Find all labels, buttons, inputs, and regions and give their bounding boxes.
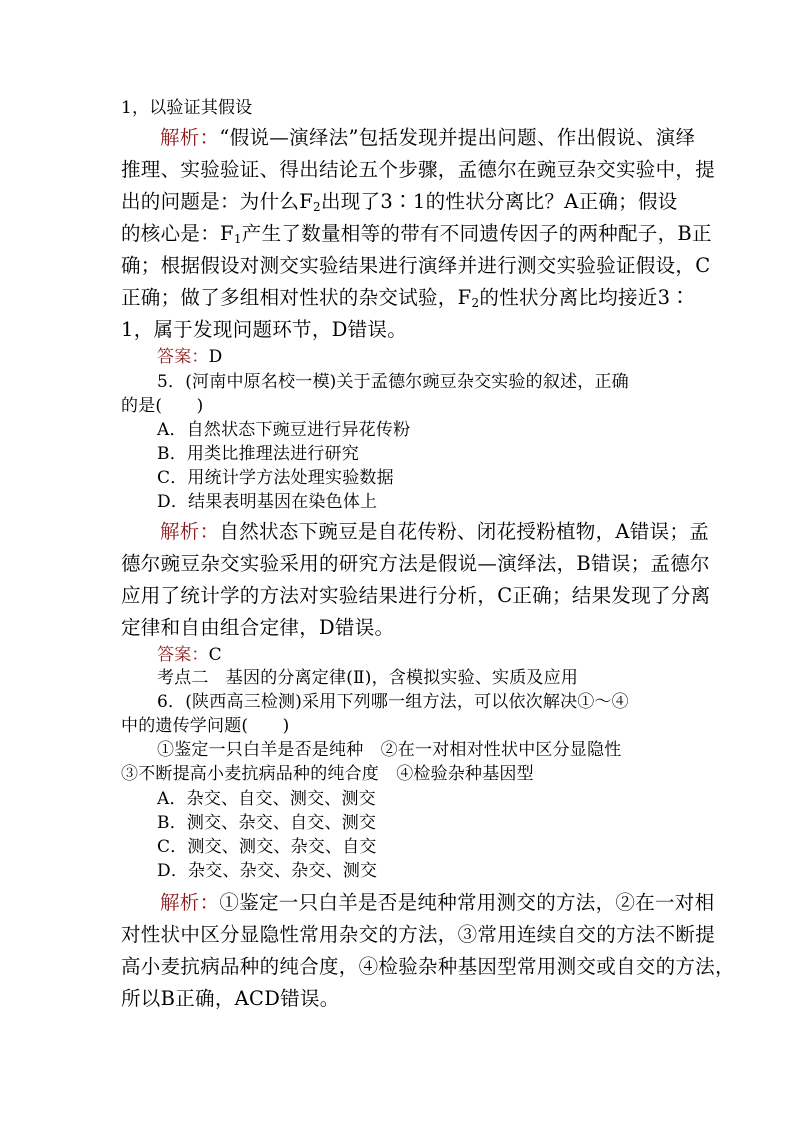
question-stem: 5．(河南中原名校一模)关于孟德尔豌豆杂交实验的叙述，正确 xyxy=(157,372,629,392)
analysis-line: 所以B正确，ACD错误。 xyxy=(121,987,340,1010)
answer-label: 答案： xyxy=(157,347,209,367)
question-stem: ③不断提高小麦抗病品种的纯合度 ④检验杂种基因型 xyxy=(121,764,534,784)
analysis-line: 解析：“假说—演绎法”包括发现并提出问题、作出假说、演绎 xyxy=(160,126,696,149)
analysis-label: 解析： xyxy=(160,520,220,543)
analysis-line: 高小麦抗病品种的纯合度，④检验杂种基因型常用测交或自交的方法， xyxy=(121,955,735,978)
analysis-line: 对性状中区分显隐性常用杂交的方法，③常用连续自交的方法不断提 xyxy=(121,923,716,946)
option-c: C．用统计学方法处理实验数据 xyxy=(157,468,394,488)
analysis-line: 1，属于发现问题环节，D错误。 xyxy=(121,318,408,341)
analysis-line: 的核心是：$F_1$产生了数量相等的带有不同遗传因子的两种配子，B正 xyxy=(121,222,712,246)
analysis-line: 确；根据假设对测交实验结果进行演绎并进行测交实验验证假设，C xyxy=(121,254,711,277)
answer-label: 答案： xyxy=(157,645,209,665)
question-stem: 的是( ) xyxy=(121,396,204,416)
answer-line: 答案：D xyxy=(157,347,223,367)
analysis-label: 解析： xyxy=(160,891,220,914)
text-line: 1，以验证其假设 xyxy=(121,98,253,118)
answer-line: 答案：C xyxy=(157,645,222,665)
analysis-label: 解析： xyxy=(160,126,220,149)
section-heading: 考点二 基因的分离定律(Ⅱ)，含模拟实验、实质及应用 xyxy=(157,668,579,688)
analysis-line: 解析：①鉴定一只白羊是否是纯种常用测交的方法，②在一对相 xyxy=(160,891,715,914)
analysis-line: 正确；做了多组相对性状的杂交试验，$F_2$的性状分离比均接近3∶ xyxy=(121,286,691,310)
analysis-line: 出的问题是：为什么$F_2$出现了3∶1的性状分离比？A正确；假设 xyxy=(121,190,678,214)
option-a: A．杂交、自交、测交、测交 xyxy=(157,789,376,809)
option-c: C．测交、测交、杂交、自交 xyxy=(157,837,377,857)
question-stem: ①鉴定一只白羊是否是纯种 ②在一对相对性状中区分显隐性 xyxy=(157,740,622,760)
option-a: A．自然状态下豌豆进行异花传粉 xyxy=(157,420,411,440)
option-d: D．杂交、杂交、杂交、测交 xyxy=(157,861,378,881)
analysis-line: 应用了统计学的方法对实验结果进行分析，C正确；结果发现了分离 xyxy=(121,584,711,607)
question-stem: 中的遗传学问题( ) xyxy=(121,716,290,736)
option-b: B．用类比推理法进行研究 xyxy=(157,444,359,464)
question-stem: 6．(陕西高三检测)采用下列哪一组方法，可以依次解决①～④ xyxy=(157,692,629,712)
analysis-line: 解析：自然状态下豌豆是自花传粉、闭花授粉植物，A错误；孟 xyxy=(160,520,709,543)
analysis-line: 德尔豌豆杂交实验采用的研究方法是假说—演绎法，B错误；孟德尔 xyxy=(121,552,710,575)
option-b: B．测交、杂交、自交、测交 xyxy=(157,813,377,833)
analysis-line: 推理、实验验证、得出结论五个步骤，孟德尔在豌豆杂交实验中，提 xyxy=(121,158,716,181)
analysis-line: 定律和自由组合定律，D错误。 xyxy=(121,616,395,639)
option-d: D．结果表明基因在染色体上 xyxy=(157,492,378,512)
